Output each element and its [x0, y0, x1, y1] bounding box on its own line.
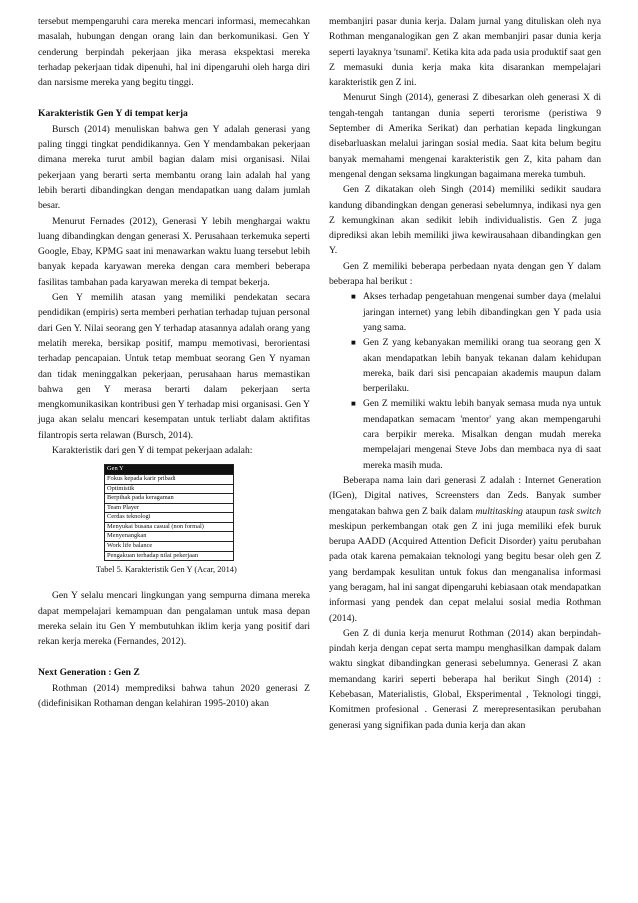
table-row: Berpihak pada keragaman [105, 494, 234, 504]
square-bullet-icon: ■ [351, 292, 356, 302]
paragraph: Beberapa nama lain dari generasi Z adalah : Internet Generation (IGen), Digital natives, Screensters dan Zeds. Banyak sumber mengatakan bahwa gen Z baik dalam multitasking ataupun task switch meskipun perkembangan otak gen Z ini juga memiliki efek buruk berupa AADD (Acquired Attention Deficit Disorder) yaitu perubahan pada otak karena pemakaian teknologi yang begitu besar oleh gen Z yang berdampak kesulitan untuk fokus dan menganalisa informasi yang beragam, hal ini sangat dipengaruhi kebiasaan otak mendapatkan informasi yang pendek dan cepat melalui sosial media Rothman (2014). [329, 474, 601, 624]
square-bullet-icon: ■ [351, 399, 356, 409]
gen-y-characteristics-table [104, 464, 234, 561]
left-column [38, 14, 310, 711]
list-item: ■ Akses terhadap pengetahuan mengenai sumber daya (melalui jaringan internet) yang lebih dibandingkan gen Y pada usia yang sama. [351, 291, 601, 333]
table-row: Menyukai busana casual (non formal) [105, 522, 234, 532]
paragraph: Bursch (2014) menuliskan bahwa gen Y adalah generasi yang paling tinggi tingkat pendidikannya. Gen Y mendambakan pekerjaan dimana mereka turut ambil bagian dalam misi organisasi. Nilai pekerjaan yang berarti serta membantu orang lain adalah hal yang lebih berarti dibandingkan dengan mendapatkan uang dalam jumlah besar. [38, 123, 310, 212]
table-row: Work life balance [105, 542, 234, 552]
section-heading-gen-y: Karakteristik Gen Y di tempat kerja [38, 108, 188, 120]
table-header: Gen Y [105, 465, 234, 475]
table-row: Pengakuan terhadap nilai pekerjaan [105, 551, 234, 561]
table-row: Fokus kepada karir pribadi [105, 474, 234, 484]
differences-list [329, 289, 601, 473]
list-item: ■ Gen Z yang kebanyakan memiliki orang tua seorang gen X akan mendapatkan lebih banyak tekanan dalam kehidupan mereka, baik dari sisi pencapaian akademis maupun dalam berperilaku. [351, 337, 601, 395]
table-row: Menyenangkan [105, 532, 234, 542]
square-bullet-icon: ■ [351, 338, 356, 348]
paragraph: Gen Z dikatakan oleh Singh (2014) memiliki sedikit saudara kandung dibandingkan dengan generasi sebelumnya, indikasi nya gen Z kemungkinan akan sedikit lebih individualistis. Gen Z juga diprediksi akan lebih memiliki jiwa kewirausahaan dibandingkan gen Y. [329, 184, 601, 257]
section-heading-gen-z: Next Generation : Gen Z [38, 667, 140, 679]
paragraph: Gen Z memiliki beberapa perbedaan nyata dengan gen Y dalam beberapa hal berikut : [329, 260, 601, 288]
gen-y-table-block [38, 464, 310, 576]
table-row: Cerdas teknologi [105, 513, 234, 523]
table-caption: Tabel 5. Karakteristik Gen Y (Acar, 2014) [96, 565, 237, 575]
right-column [329, 14, 601, 733]
paragraph: membanjiri pasar dunia kerja. Dalam jurnal yang dituliskan oleh nya Rothman menganalogikan gen Z akan membanjiri pasar dunia kerja seperti layaknya 'tsunami'. Ketika kita ada pada usia produktif saat gen Z memasuki dunia kerja maka kita disarankan mempelajari karakteristik gen Z ini. [329, 16, 601, 89]
paragraph: Gen Y memilih atasan yang memiliki pendekatan secara pendidikan (empiris) serta memberi perhatian terhadap tujuan personal dari Gen Y. Nilai seorang gen Y terhadap atasannya adalah orang yang melatih mereka, bersikap positif, mampu memotivasi, berorientasi terhadap pencapaian. Untuk tetap membuat seorang Gen Y nyaman dan tidak meninggalkan pekerjaan, perusahaan harus memastikan bahwa gen Y merasa berarti dalam pekerjaan serta mengkomunikasikan kontribusi gen Y terhadap misi organisasi. Gen Y juga akan selalu mencari kesempatan untuk terliabt dalam aktifitas filantropis serta relawan (Bursch, 2014). [38, 292, 310, 441]
paragraph: Gen Y selalu mencari lingkungan yang sempurna dimana mereka dapat mempelajari kemampuan dan pengalaman untuk masa depan mereka selain itu Gen Y membutuhkan iklim kerja yang positif dari rekan kerja mereka (Fernandes, 2012). [38, 590, 310, 648]
list-item: ■ Gen Z memiliki waktu lebih banyak semasa muda nya untuk mendapatkan semacam 'mentor' yang akan mempengaruhi cara berpikir mereka. Misalkan dengan mudah mereka mempelajari mengenai Steve Jobs dan membaca nya di saat mereka masih muda. [351, 398, 601, 471]
table-row: Optimistik [105, 484, 234, 494]
table-row: Team Player [105, 503, 234, 513]
paragraph: Menurut Singh (2014), generasi Z dibesarkan oleh generasi X di tengah-tengah tantangan dunia seperti terorisme (peristiwa 9 September di Amerika Serikat) dan perhatian kepada lingkungan disebarluaskan melalui jaringan sosial media. Saat kita belum begitu banyak memahami mengenai karakteristik gen Z, kita paham dan mengenal dengan seksama lingkungan bagaimana mereka tumbuh. [329, 92, 601, 180]
paragraph: Menurut Fernades (2012), Generasi Y lebih menghargai waktu luang dibandingkan dengan generasi X. Perusahaan terkemuka seperti Google, Ebay, KPMG saat ini menawarkan waktu luang tersebut lebih banyak kepada karyawan mereka dengan cara memberi beberapa fasilitas tambahan pada karyawan mereka di tempat bekerja. [38, 215, 310, 288]
paragraph: Rothman (2014) memprediksi bahwa tahun 2020 generasi Z (didefinisikan Rothaman dengan kelahiran 1995-2010) akan [38, 682, 310, 710]
paragraph: tersebut mempengaruhi cara mereka mencari informasi, memecahkan masalah, hubungan dengan orang lain dan berkomunikasi. Gen Y cenderung berpindah pekerjaan jika merasa ekspektasi mereka terhadap pekerjaan tidak dipenuhi, hal ini dipengaruhi oleh harga diri dan narsisme mereka yang begitu tinggi. [38, 16, 310, 89]
paragraph: Gen Z di dunia kerja menurut Rothman (2014) akan berpindah-pindah kerja dengan cepat serta mampu menghasilkan dampak dalam waktu singkat dibandingkan generasi sebelumnya. Generasi Z akan memandang kariri seperti beberapa hal berikut Singh (2014) : Kebebasan, Materialistis, Global, Eksperimental , Teknologi tinggi, Komitmen profesional . Generasi Z merepresentasikan perubahan generasi yang signifikan pada dunia kerja dan akan [329, 627, 601, 731]
paragraph: Karakteristik dari gen Y di tempat pekerjaan adalah: [52, 445, 253, 457]
